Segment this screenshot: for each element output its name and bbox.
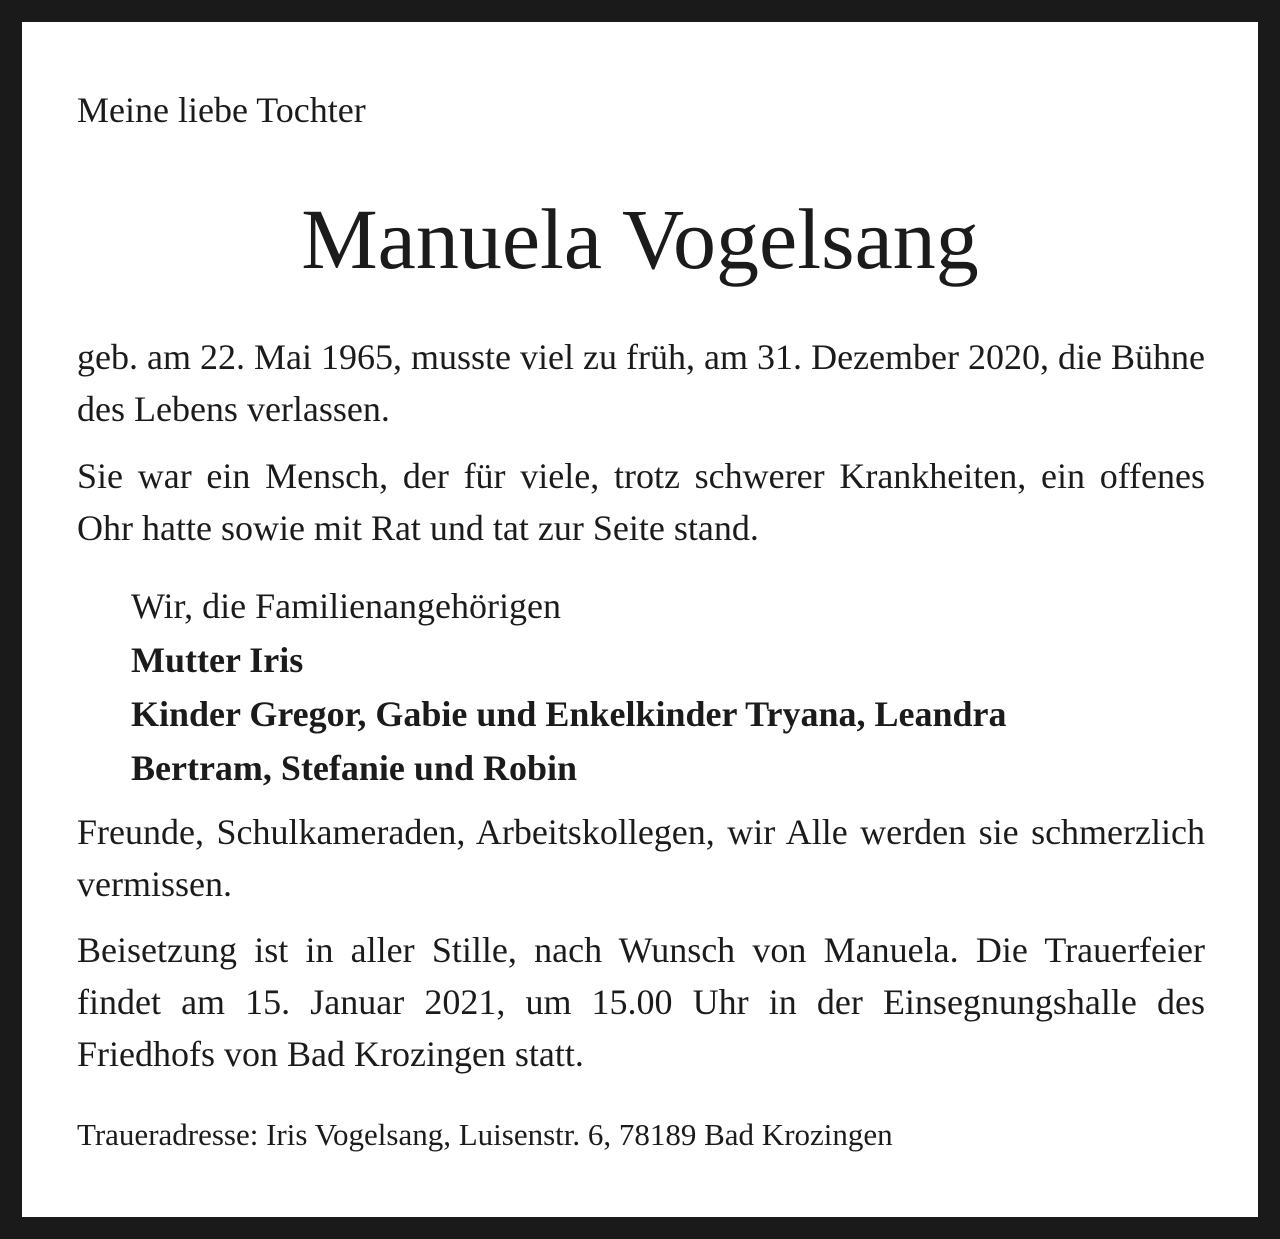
- family-block: [131, 579, 1211, 795]
- family-intro: Wir, die Familienangehörigen: [131, 586, 561, 626]
- funeral-paragraph: Beisetzung ist in aller Stille, nach Wunsch von Manuela. Die Trauerfeier findet am 15. Januar 2021, um 15.00 Uhr in der Einsegnungshalle des Friedhofs von Bad Krozingen statt.: [77, 930, 1205, 1074]
- obituary-notice: [22, 22, 1258, 1217]
- deceased-name: Manuela Vogelsang: [301, 191, 979, 287]
- tribute-paragraph: Sie war ein Mensch, der für viele, trotz schwerer Krankheiten, ein offenes Ohr hatte sowie mit Rat und tat zur Seite stand.: [77, 456, 1205, 548]
- family-member-children: Kinder Gregor, Gabie und Enkelkinder Tryana, Leandra: [131, 694, 1007, 734]
- mourning-address: Traueradresse: Iris Vogelsang, Luisenstr. 6, 78189 Bad Krozingen: [77, 1117, 893, 1152]
- intro-line: Meine liebe Tochter: [77, 90, 366, 130]
- family-member-others: Bertram, Stefanie und Robin: [131, 748, 578, 788]
- birth-death-paragraph: geb. am 22. Mai 1965, musste viel zu früh, am 31. Dezember 2020, die Bühne des Lebens verlassen.: [77, 337, 1205, 429]
- friends-paragraph: Freunde, Schulkameraden, Arbeitskollegen, wir Alle werden sie schmerzlich vermissen.: [77, 812, 1205, 904]
- family-member-mother: Mutter Iris: [131, 640, 304, 680]
